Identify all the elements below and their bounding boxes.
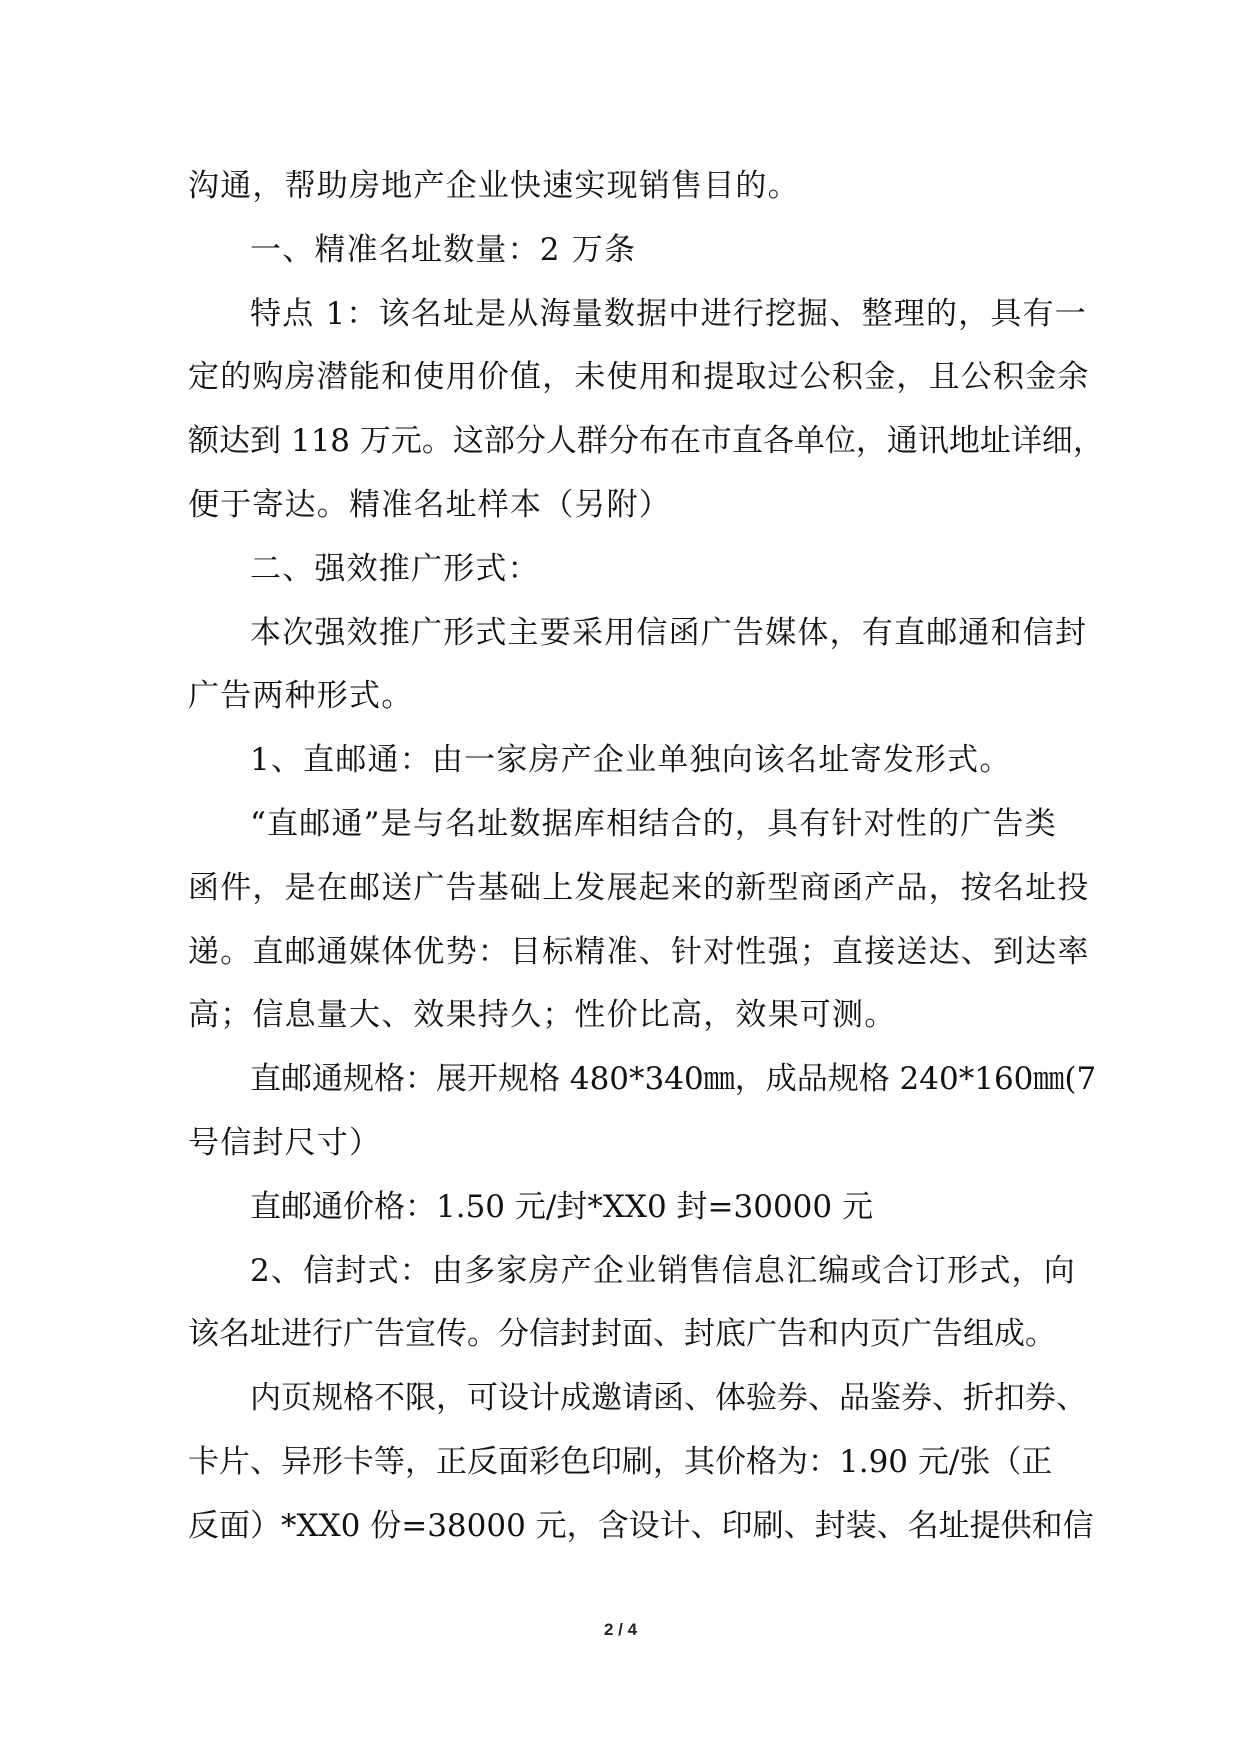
- section-heading: 2、信封式：由多家房产企业销售信息汇编或合订形式，向: [250, 1252, 1076, 1289]
- text-line: 直邮通价格：1.50 元/封*XX0 封=30000 元: [250, 1188, 873, 1225]
- text-line: 直邮通规格：展开规格 480*340㎜，成品规格 240*160㎜(7: [250, 1061, 1097, 1098]
- text-line: 该名址进行广告宣传。分信封封面、封底广告和内页广告组成。: [188, 1316, 1056, 1353]
- text-line: 号信封尺寸）: [188, 1124, 382, 1161]
- text-line: “直邮通”是与名址数据库相结合的，具有针对性的广告类: [250, 805, 1057, 842]
- text-line: 卡片、异形卡等，正反面彩色印刷，其价格为：1.90 元/张（正: [188, 1443, 1053, 1480]
- text-line: 便于寄达。精准名址样本（另附）: [188, 486, 671, 523]
- text-line: 定的购房潜能和使用价值，未使用和提取过公积金，且公积金余: [188, 359, 1090, 396]
- text-line: 特点 1：该名址是从海量数据中进行挖掘、整理的，具有一: [250, 295, 1087, 332]
- text-line: 函件，是在邮送广告基础上发展起来的新型商函产品，按名址投: [188, 869, 1090, 906]
- document-body: [188, 155, 1104, 1559]
- text-line: 广告两种形式。: [188, 678, 414, 715]
- text-line: 内页规格不限，可设计成邀请函、体验券、品鉴券、折扣券、: [250, 1380, 1087, 1417]
- text-line: 额达到 118 万元。这部分人群分布在市直各单位，通讯地址详细，: [188, 423, 1104, 460]
- text-line: 高；信息量大、效果持久；性价比高，效果可测。: [188, 997, 897, 1034]
- text-line: 本次强效推广形式主要采用信函广告媒体，有直邮通和信封: [250, 614, 1088, 651]
- text-line: 递。直邮通媒体优势：目标精准、针对性强；直接送达、到达率: [188, 933, 1090, 970]
- text-line: 反面）*XX0 份=38000 元，含设计、印刷、封装、名址提供和信: [188, 1507, 1094, 1544]
- text-line: 沟通，帮助房地产企业快速实现销售目的。: [188, 168, 800, 204]
- section-heading: 1、直邮通：由一家房产企业单独向该名址寄发形式。: [250, 742, 1012, 779]
- page-number: 2 / 4: [603, 1620, 638, 1639]
- section-heading: 一、精准名址数量：2 万条: [250, 231, 637, 268]
- section-heading: 二、强效推广形式：: [250, 550, 540, 587]
